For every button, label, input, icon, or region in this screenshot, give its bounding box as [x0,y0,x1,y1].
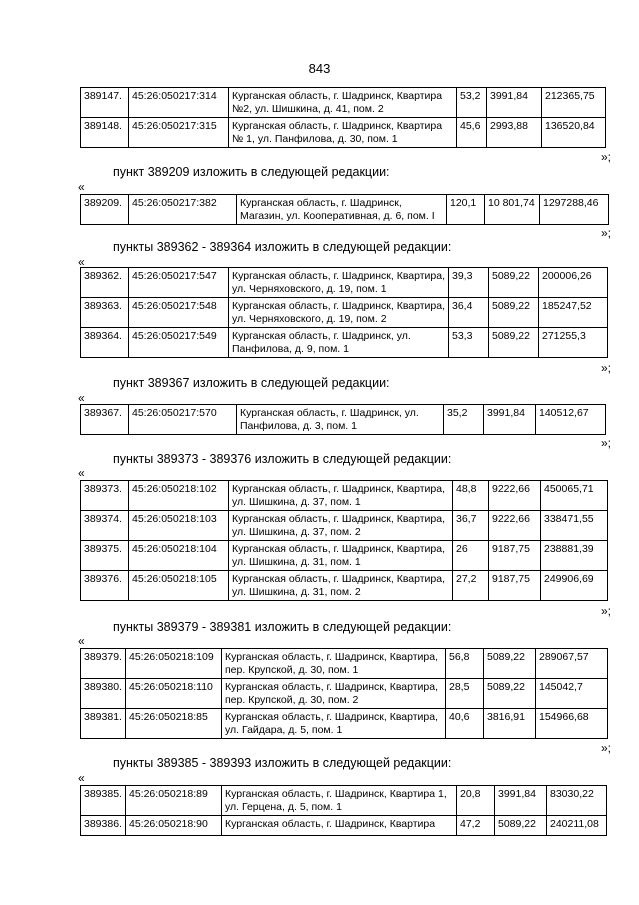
address: Курганская область, г. Шадринск, Квартира, ул. Шишкина, д. 31, пом. 2 [229,571,453,601]
table-row [81,405,606,435]
value: 450065,71 [541,481,608,511]
address: Курганская область, г. Шадринск, Квартира № 1, ул. Панфилова, д. 30, пом. 1 [229,118,457,148]
address: Курганская область, г. Шадринск, Квартира, ул. Гайдара, д. 5, пом. 1 [222,709,446,739]
rate: 3991,84 [484,405,536,435]
address: Курганская область, г. Шадринск, Квартира, ул. Шишкина, д. 37, пом. 1 [229,481,453,511]
row-number: 389367. [81,405,129,435]
area: 120,1 [447,195,485,225]
value: 140512,67 [536,405,606,435]
value: 240211,08 [547,816,607,836]
opening-quote: « [78,255,85,269]
cadastral-number: 45:26:050218:102 [129,481,229,511]
row-number: 389376. [81,571,129,601]
closing-quote: »; [600,741,611,755]
cadastral-number: 45:26:050218:109 [126,649,222,679]
cadastral-number: 45:26:050217:549 [129,328,229,358]
table-row [81,298,608,328]
area: 35,2 [444,405,484,435]
cadastral-number: 45:26:050218:85 [126,709,222,739]
address: Курганская область, г. Шадринск, Квартира, ул. Черняховского, д. 19, пом. 2 [229,298,449,328]
area: 40,6 [446,709,484,739]
closing-quote: »; [600,150,611,164]
cadastral-number: 45:26:050218:103 [129,511,229,541]
value: 200006,26 [539,268,608,298]
row-number: 389373. [81,481,129,511]
cadastral-number: 45:26:050218:104 [129,541,229,571]
cadastral-number: 45:26:050217:382 [129,195,237,225]
property-table-5 [80,480,608,601]
area: 47,2 [457,816,495,836]
closing-quote: »; [600,436,611,450]
row-number: 389385. [81,786,126,816]
rate: 3991,84 [487,88,542,118]
area: 36,4 [449,298,489,328]
area: 48,8 [453,481,489,511]
address: Курганская область, г. Шадринск, Магазин, ул. Кооперативная, д. 6, пом. I [237,195,447,225]
table-row [81,88,606,118]
address: Курганская область, г. Шадринск, Квартира, пер. Крупской, д. 30, пом. 2 [222,679,446,709]
row-number: 389375. [81,541,129,571]
rate: 2993,88 [487,118,542,148]
address: Курганская область, г. Шадринск, ул. Панфилова, д. 3, пом. 1 [237,405,444,435]
cadastral-number: 45:26:050218:105 [129,571,229,601]
value: 145042,7 [536,679,608,709]
cadastral-number: 45:26:050218:90 [126,816,222,836]
property-table-7 [80,785,607,836]
opening-quote: « [78,466,85,480]
address: Курганская область, г. Шадринск, Квартира 1, ул. Герцена, д. 5, пом. 1 [222,786,457,816]
cadastral-number: 45:26:050218:110 [126,679,222,709]
closing-quote: »; [600,226,611,240]
opening-quote: « [78,391,85,405]
rate: 9187,75 [489,541,541,571]
table-row [81,481,608,511]
cadastral-number: 45:26:050217:548 [129,298,229,328]
cadastral-number: 45:26:050217:547 [129,268,229,298]
rate: 9222,66 [489,511,541,541]
value: 249906,69 [541,571,608,601]
rate: 5089,22 [489,328,539,358]
address: Курганская область, г. Шадринск, Квартира, ул. Черняховского, д. 19, пом. 1 [229,268,449,298]
table-row [81,195,609,225]
rate: 3816,91 [484,709,536,739]
property-table-3 [80,267,608,358]
row-number: 389381. [81,709,126,739]
page-number: 843 [308,61,331,76]
value: 136520,84 [542,118,606,148]
value: 338471,55 [541,511,608,541]
table-row [81,268,608,298]
rate: 5089,22 [489,268,539,298]
instruction-text: пункт 389209 изложить в следующей редакции: [113,165,390,179]
table-row [81,649,608,679]
row-number: 389147. [81,88,129,118]
instruction-text: пункты 389362 - 389364 изложить в следующей редакции: [113,240,452,254]
row-number: 389374. [81,511,129,541]
row-number: 389363. [81,298,129,328]
opening-quote: « [78,634,85,648]
property-table-2 [80,194,609,225]
rate: 5089,22 [495,816,547,836]
rate: 5089,22 [484,649,536,679]
row-number: 389379. [81,649,126,679]
row-number: 389380. [81,679,126,709]
address: Курганская область, г. Шадринск, Квартира [222,816,457,836]
table-row [81,511,608,541]
instruction-text: пункты 389373 - 389376 изложить в следующей редакции: [113,452,452,466]
table-row [81,118,606,148]
table-row [81,541,608,571]
property-table-1 [80,87,606,148]
table-row [81,679,608,709]
address: Курганская область, г. Шадринск, Квартира, пер. Крупской, д. 30, пом. 1 [222,649,446,679]
table-row [81,786,607,816]
table-row [81,709,608,739]
closing-quote: »; [600,361,611,375]
area: 56,8 [446,649,484,679]
area: 39,3 [449,268,489,298]
area: 53,3 [449,328,489,358]
property-table-6 [80,648,608,739]
value: 212365,75 [542,88,606,118]
area: 28,5 [446,679,484,709]
area: 27,2 [453,571,489,601]
cadastral-number: 45:26:050217:315 [129,118,229,148]
row-number: 389386. [81,816,126,836]
rate: 3991,84 [495,786,547,816]
row-number: 389362. [81,268,129,298]
opening-quote: « [78,180,85,194]
table-row [81,816,607,836]
rate: 9222,66 [489,481,541,511]
cadastral-number: 45:26:050217:570 [129,405,237,435]
property-table-4 [80,404,606,435]
area: 36,7 [453,511,489,541]
area: 45,6 [457,118,487,148]
value: 83030,22 [547,786,607,816]
row-number: 389148. [81,118,129,148]
value: 271255,3 [539,328,608,358]
instruction-text: пункты 389385 - 389393 изложить в следующей редакции: [113,756,452,770]
area: 26 [453,541,489,571]
rate: 5089,22 [489,298,539,328]
rate: 5089,22 [484,679,536,709]
closing-quote: »; [600,604,611,618]
cadastral-number: 45:26:050217:314 [129,88,229,118]
value: 185247,52 [539,298,608,328]
value: 1297288,46 [540,195,609,225]
value: 238881,39 [541,541,608,571]
address: Курганская область, г. Шадринск, Квартира, ул. Шишкина, д. 37, пом. 2 [229,511,453,541]
cadastral-number: 45:26:050218:89 [126,786,222,816]
address: Курганская область, г. Шадринск, Квартира №2, ул. Шишкина, д. 41, пом. 2 [229,88,457,118]
table-row [81,328,608,358]
rate: 9187,75 [489,571,541,601]
opening-quote: « [78,771,85,785]
address: Курганская область, г. Шадринск, ул. Панфилова, д. 9, пом. 1 [229,328,449,358]
value: 289067,57 [536,649,608,679]
area: 53,2 [457,88,487,118]
area: 20,8 [457,786,495,816]
rate: 10 801,74 [485,195,540,225]
instruction-text: пункты 389379 - 389381 изложить в следующей редакции: [113,620,452,634]
instruction-text: пункт 389367 изложить в следующей редакции: [113,376,390,390]
address: Курганская область, г. Шадринск, Квартира, ул. Шишкина, д. 31, пом. 1 [229,541,453,571]
value: 154966,68 [536,709,608,739]
row-number: 389364. [81,328,129,358]
row-number: 389209. [81,195,129,225]
table-row [81,571,608,601]
